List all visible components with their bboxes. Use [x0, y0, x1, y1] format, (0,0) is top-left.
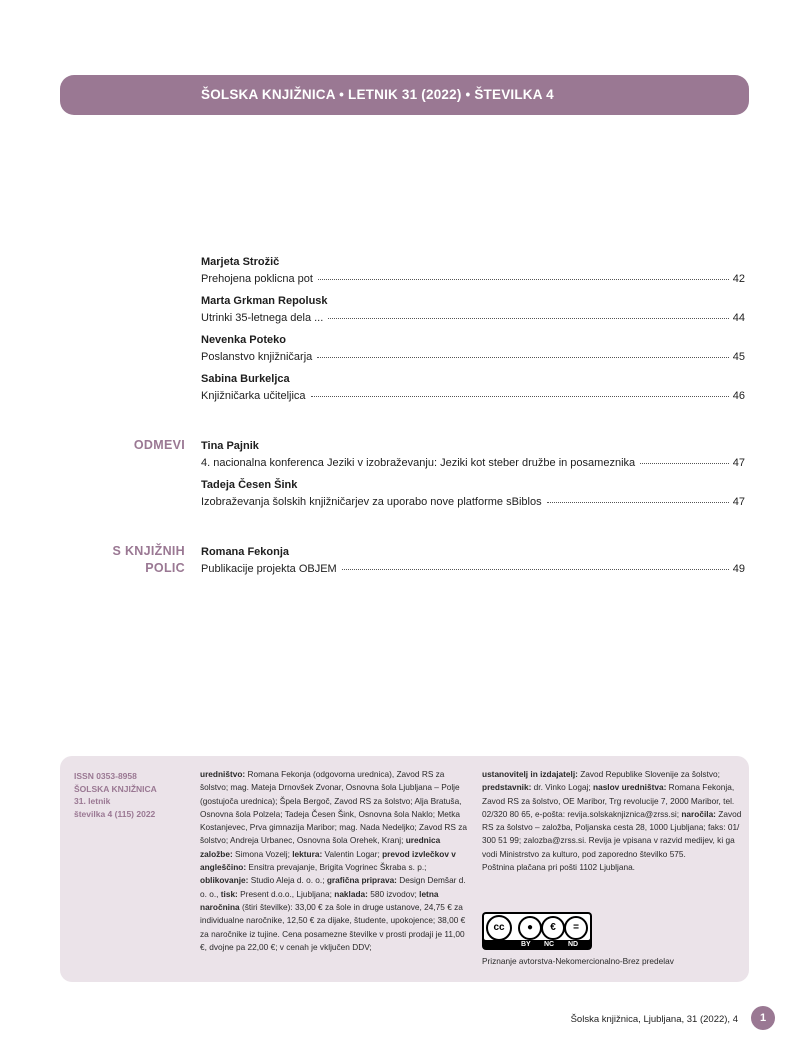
journal-header-title: ŠOLSKA KNJIŽNICA • LETNIK 31 (2022) • ŠTEVILKA 4: [201, 87, 554, 102]
toc-entry[interactable]: [201, 439, 745, 470]
toc-title: Prehojena poklicna pot: [201, 273, 313, 285]
registry-note: Revija je vpisana v razvid medijev, ki ga vodi Ministrstvo za kulturo, pod zaporedno številko 575.: [482, 835, 735, 859]
toc-title: 4. nacionalna konferenca Jeziki v izobraževanju: Jeziki kot steber družbe in posameznika: [201, 457, 636, 469]
toc-entry[interactable]: [201, 478, 745, 509]
section-label-odmevi: [134, 437, 185, 454]
credit-label: prevod izvlečkov v angleščino:: [200, 848, 456, 873]
attribution-icon: ●: [518, 916, 542, 940]
credit-value: Valentin Logar;: [324, 848, 380, 859]
issn-line: številka 4 (115) 2022: [74, 808, 156, 819]
issn-line: ŠOLSKA KNJIŽNICA: [74, 783, 157, 794]
toc-title: Knjižničarka učiteljica: [201, 390, 306, 402]
credit-label: naklada:: [334, 888, 368, 899]
toc-leader-dots: [547, 502, 729, 503]
cc-nc-label: NC: [544, 941, 555, 948]
toc-author: Tina Pajnik: [201, 440, 259, 452]
section-label-line: POLIC: [145, 561, 185, 575]
credit-value: (štiri številke): 33,00 € za šole in druge ustanove, 24,75 € za individualne naročnike, 12,50 € za dijake, študente, upokojence; 38,00 € za naročnike iz tujine. Cena posamezne številke v prosti prodaji je 11,00 €, dvojne pa 22,00 €; v cenah je vključen DDV;: [200, 901, 466, 952]
toc-page-number: 47: [732, 457, 745, 469]
noderivatives-icon: =: [564, 916, 588, 940]
page-number-badge: 1: [751, 1006, 775, 1030]
section-label-line: ODMEVI: [133, 438, 185, 452]
toc-author: Marjeta Strožič: [201, 256, 280, 268]
toc-page-number: 46: [732, 390, 745, 402]
credit-value: Romana Fekonja, Zavod RS za šolstvo, OE Maribor, Trg revolucije 7, 2000 Maribor, tel. 02/320 80 65, e-pošta: revija.solskaknjiznica@zrss.si;: [482, 782, 735, 819]
postage-note: Poštnina plačana pri pošti 1102 Ljubljana.: [482, 862, 635, 873]
credit-value: Romana Fekonja (odgovorna urednica), Zavod RS za šolstvo; mag. Mateja Drnovšek Zvonar, Osnovna šola Ljubljana – Polje (gostujoča urednica); Špela Bergoč, Zavod RS za šolstvo; Alja Bratuša, Osnovna šola Polzela; Tadeja Česen Šink, Osnovna šola Naklo; Metka Kostanjevec, Prva gimnazija Maribor; mag. Nada Nedeljko; Zavod RS za šolstvo; Andreja Urbanec, Osnovna šola Orehek, Kranj;: [200, 769, 468, 846]
toc-entry[interactable]: [201, 255, 745, 286]
credit-label: grafična priprava:: [326, 875, 397, 886]
credit-value: Studio Aleja d. o. o.;: [250, 875, 325, 886]
cc-by-label: BY: [521, 941, 531, 948]
toc-title: Publikacije projekta OBJEM: [201, 563, 337, 575]
toc-leader-dots: [328, 318, 728, 319]
toc-leader-dots: [318, 279, 729, 280]
credit-value: Design Demšar d. o. o.,: [200, 875, 466, 899]
section-label-line: S KNJIŽNIH: [112, 544, 185, 558]
creative-commons-badge[interactable]: [482, 912, 592, 950]
noncommercial-icon: €: [541, 916, 565, 940]
section-label-s-knjiznih-polic: [113, 543, 185, 577]
toc-leader-dots: [342, 569, 729, 570]
publisher-info: [482, 768, 747, 874]
toc-author: Romana Fekonja: [201, 546, 290, 558]
credit-value: 580 izvodov;: [370, 888, 417, 899]
toc-leader-dots: [317, 357, 728, 358]
toc-entry[interactable]: [201, 372, 745, 403]
credit-label: naslov uredništva:: [593, 782, 667, 793]
colophon-box: [60, 756, 749, 982]
toc-page-number: 44: [732, 312, 745, 324]
credit-label: uredništvo:: [200, 769, 246, 779]
toc-page-number: 47: [732, 496, 745, 508]
credit-label: letna naročnina: [200, 888, 439, 912]
credit-label: lektura:: [292, 848, 323, 859]
toc-leader-dots: [640, 463, 729, 464]
toc-entry[interactable]: [201, 294, 745, 325]
toc-entry[interactable]: [201, 545, 745, 576]
credit-value: dr. Vinko Logaj;: [533, 782, 591, 793]
toc-author: Nevenka Poteko: [201, 334, 286, 346]
journal-header-bar: [60, 75, 749, 115]
toc-title: Izobraževanja šolskih knjižničarjev za uporabo nove platforme sBiblos: [201, 496, 542, 508]
editorial-credits: [200, 768, 470, 954]
credit-value: Ensitra prevajanje, Brigita Vogrinec Škraba s. p.;: [248, 862, 427, 873]
cc-label-bar: [482, 940, 592, 950]
credit-label: oblikovanje:: [200, 875, 249, 886]
credit-label: urednica založbe:: [200, 835, 441, 859]
toc-leader-dots: [311, 396, 729, 397]
issn-line: ISSN 0353-8958: [74, 771, 137, 781]
credit-value: Present d.o.o., Ljubljana;: [240, 888, 332, 899]
toc-page-number: 42: [732, 273, 745, 285]
toc-page-number: 45: [732, 351, 745, 363]
toc-page-number: 49: [732, 563, 745, 575]
footer-citation: Šolska knjižnica, Ljubljana, 31 (2022), 4: [570, 1014, 738, 1025]
toc-author: Tadeja Česen Šink: [201, 479, 298, 491]
issn-block: [74, 770, 157, 820]
license-text: Priznanje avtorstva-Nekomercionalno-Brez predelav: [482, 956, 674, 966]
credit-label: ustanovitelj in izdajatelj:: [482, 769, 578, 779]
toc-title: Poslanstvo knjižničarja: [201, 351, 313, 363]
cc-nd-label: ND: [568, 941, 579, 948]
credit-label: naročila:: [681, 808, 716, 819]
credit-label: predstavnik:: [482, 782, 532, 793]
cc-icon: cc: [486, 915, 512, 941]
toc-title: Utrinki 35-letnega dela ...: [201, 312, 324, 324]
issn-line: 31. letnik: [74, 796, 111, 806]
credit-value: Simona Vozelj;: [235, 848, 290, 859]
toc-entry[interactable]: [201, 333, 745, 364]
credit-value: Zavod RS za šolstvo – založba, Poljanska cesta 28, 1000 Ljubljana; faks: 01/ 300 51 99; zalozba@zrss.si.: [482, 808, 742, 846]
toc-author: Sabina Burkeljca: [201, 373, 290, 385]
credit-label: tisk:: [220, 888, 238, 899]
toc-author: Marta Grkman Repolusk: [201, 295, 328, 307]
credit-value: Zavod Republike Slovenije za šolstvo;: [580, 769, 720, 779]
